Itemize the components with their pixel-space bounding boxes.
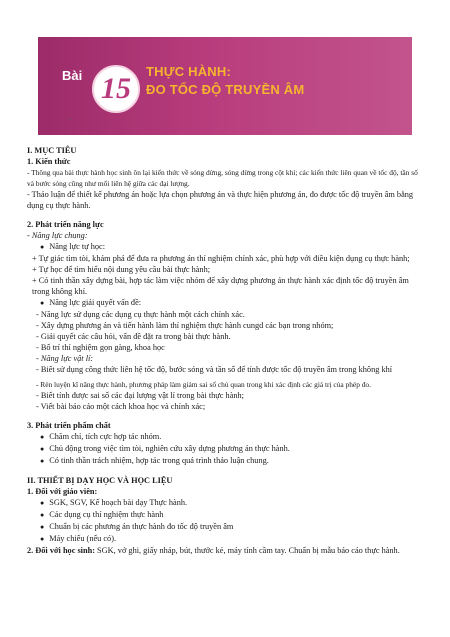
paragraph — [27, 545, 425, 556]
bullet-item: ● Năng lực giải quyết vấn đề: — [27, 297, 425, 309]
document-body — [27, 145, 425, 556]
list-item: + Có tinh thần xây dựng bài, hợp tác làm việc nhóm để xây dựng phương án thực hành xác định tốc độ truyền âm trong không khí. — [32, 276, 409, 296]
bullet-item: ● Chủ động trong việc tìm tòi, nghiên cứu xây dựng phương án thực hành. — [27, 443, 425, 455]
list-item: - Bố trí thí nghiệm gọn gàng, khoa học — [36, 343, 165, 352]
list-item: + Tự học để tìm hiểu nội dung yêu cầu bài thực hành; — [32, 265, 211, 274]
subsection-heading: 3. Phát triển phẩm chất — [27, 421, 111, 430]
bullet-item: ● Máy chiếu (nếu có). — [27, 533, 425, 545]
list-item: - Rèn luyện kĩ năng thực hành, phương pháp làm giảm sai số chủ quan trong khi xác định các giá trị của phép đo. — [36, 380, 371, 389]
list-item: - Năng lực sử dụng các dụng cụ thực hành một cách chính xác. — [36, 310, 245, 319]
list-item: + Tự giác tìm tòi, khám phá để đưa ra phương án thí nghiệm chính xác, phù hợp với điều kiện dụng cụ thực hành; — [32, 254, 410, 263]
list-item: - Viết bài báo cáo một cách khoa học và chính xác; — [36, 402, 206, 411]
lesson-title-line2: ĐO TỐC ĐỘ TRUYỀN ÂM — [146, 82, 305, 97]
bullet-item: ● Chăm chỉ, tích cực hợp tác nhóm. — [27, 431, 425, 443]
list-item: - Xây dựng phương án và tiến hành làm thí nghiệm thực hành cungd các bạn trong nhóm; — [36, 321, 334, 330]
section-heading: II. THIẾT BỊ DẠY HỌC VÀ HỌC LIỆU — [27, 476, 173, 485]
bullet-item: ● Các dụng cụ thí nghiệm thực hành — [27, 509, 425, 521]
header-dash: – — [68, 113, 73, 123]
paragraph: - Thông qua bài thực hành học sinh ôn lại kiến thức về sóng dừng, sóng dừng trong cột khí; các kiến thức liên quan về tốc độ, tần số và bước sóng cũng như mối liên hệ giữa các đại lượng. — [27, 168, 418, 188]
lesson-number: 15 — [101, 72, 131, 105]
sub-label: - Năng lực vật lí: — [36, 354, 94, 363]
bullet-item: ● Chuẩn bị các phương án thực hành đo tốc độ truyền âm — [27, 521, 425, 533]
paragraph: - Thảo luận để thiết kế phương án hoặc lựa chọn phương án và thực hiện phương án, đo được tốc độ truyền âm bằng dụng cụ thực hành. — [27, 190, 414, 210]
inline-text: SGK, vở ghi, giấy nháp, bút, thước kẻ, máy tính cầm tay. Chuẩn bị mẫu báo cáo thực hành. — [94, 546, 400, 555]
subsection-heading: 2. Phát triển năng lực — [27, 220, 104, 229]
list-item: - Giải quyết các câu hỏi, vấn đề đặt ra trong bài thực hành. — [36, 332, 231, 341]
lesson-title-line1: THỰC HÀNH: — [146, 64, 231, 79]
lesson-label: Bài — [62, 68, 83, 83]
inline-heading: 2. Đối với học sinh: — [27, 546, 95, 555]
bullet-item: ● Có tinh thần trách nhiệm, hợp tác trong quá trình thảo luận chung. — [27, 455, 425, 467]
bullet-item: ● Năng lực tự học: — [27, 241, 425, 253]
subsection-heading: 1. Đối với giáo viên: — [27, 487, 98, 496]
list-item: - Biết sử dụng công thức liên hệ tốc độ, bước sóng và tần số để tính được tốc độ truyền âm trong không khí — [36, 365, 393, 374]
sub-label: - Năng lực chung: — [27, 231, 88, 240]
bullet-item: ● SGK, SGV, Kế hoạch bài dạy Thực hành. — [27, 497, 425, 509]
section-heading: I. MỤC TIÊU — [27, 146, 77, 155]
subsection-heading: 1. Kiến thức — [27, 157, 71, 166]
list-item: - Biết tính được sai số các đại lượng vật lí trong bài thực hành; — [36, 391, 244, 400]
